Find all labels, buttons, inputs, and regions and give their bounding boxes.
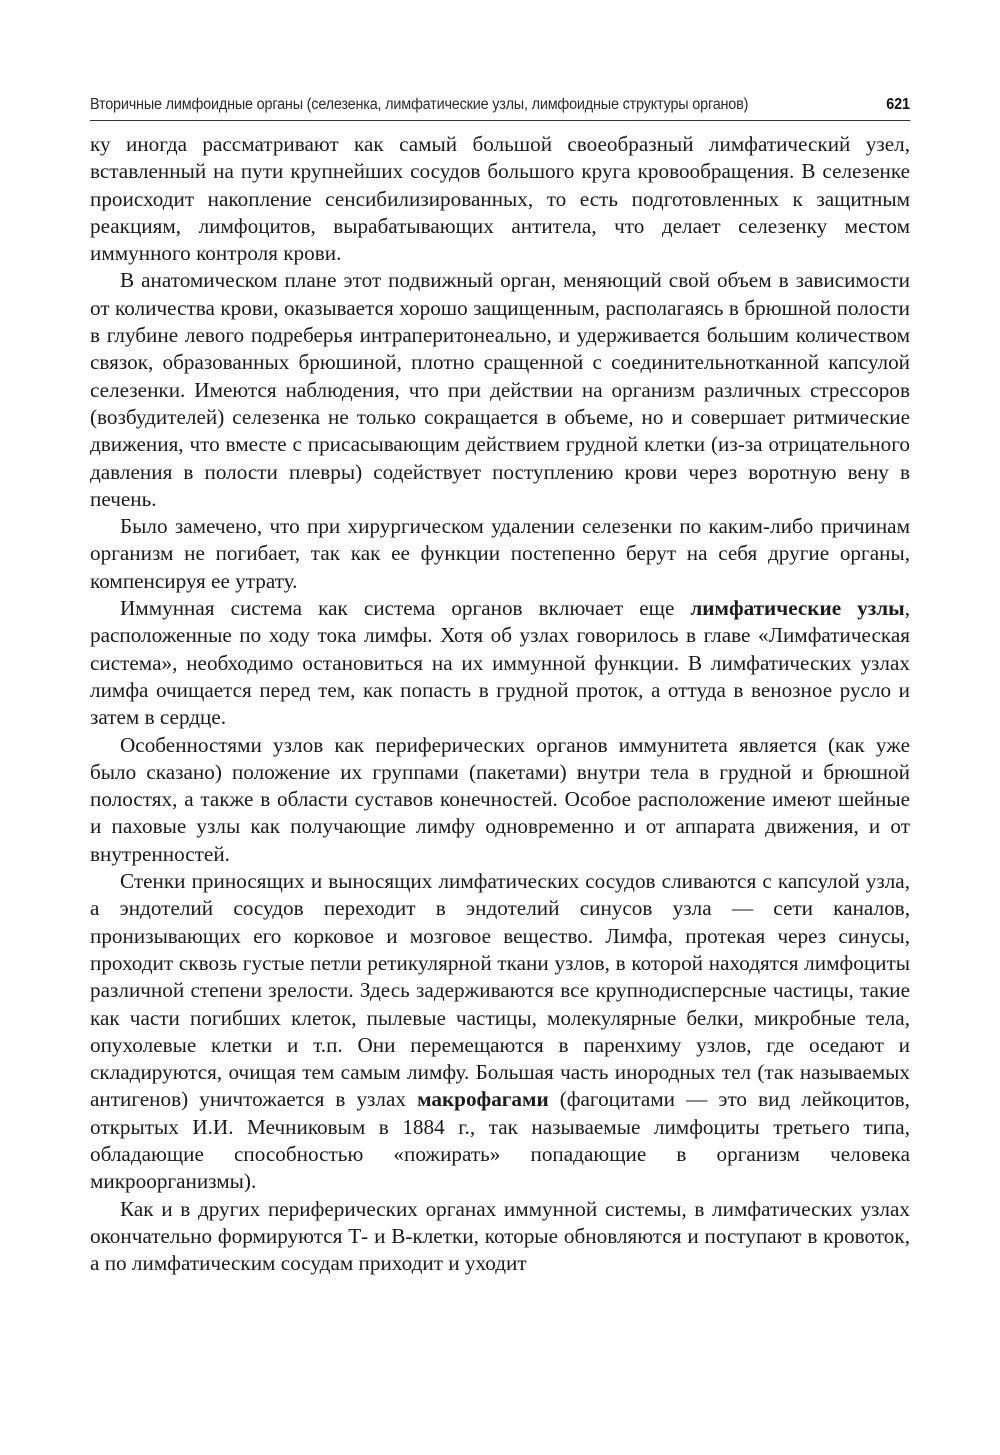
body-text	[90, 131, 910, 1277]
running-header	[90, 96, 910, 121]
paragraph-text: , расположенные по ходу тока лимфы. Хотя об узлах говорилось в главе «Лимфатическая система», необходимо остановиться на их иммунной функции. В лимфатических узлах лимфа очищается перед тем, как попасть в грудной проток, а оттуда в венозное русло и затем в сердце.	[90, 596, 910, 730]
paragraph-3	[90, 513, 910, 595]
paragraph-text: Было замечено, что при хирургическом удалении селезенки по каким-либо причинам организм не погибает, так как ее функции постепенно берут на себя другие органы, компенсируя ее утрату.	[90, 514, 910, 593]
paragraph-text: Стенки приносящих и выносящих лимфатических сосудов сливаются с капсулой узла, а эндотелий сосудов переходит в эндотелий синусов узла — сети каналов, пронизывающих его корковое и мозговое вещество. Лимфа, протекая через синусы, проходит сквозь густые петли ретикулярной ткани узлов, в которой находятся лимфоциты различной степени зрелости. Здесь задерживаются все крупнодисперсные частицы, такие как части погибших клеток, пылевые частицы, молекулярные белки, микробные тела, опухолевые клетки и т.п. Они перемещаются в паренхиму узлов, где оседают и складируются, очищая тем самым лимфу. Большая часть инородных тел (так называемых антигенов) уничтожается в узлах	[90, 869, 910, 1112]
running-title: Вторичные лимфоидные органы (селезенка, лимфатические узлы, лимфоидные структуры органов)	[90, 96, 749, 113]
paragraph-4	[90, 595, 910, 731]
paragraph-text: (фагоцитами — это вид лейкоцитов, открытых И.И. Мечниковым в 1884 г., так называемые лимфоциты третьего типа, обладающие способностью «пожирать» попадающие в организм человека микроорганизмы).	[90, 1087, 910, 1194]
paragraph-7	[90, 1196, 910, 1278]
paragraph-text: Как и в других периферических органах иммунной системы, в лимфатических узлах окончательно формируются Т- и В-клетки, которые обновляются и поступают в кровоток, а по лимфатическим сосудам приходит и уходит	[90, 1196, 910, 1276]
term-lymph-nodes: лимфатические узлы	[690, 596, 905, 621]
paragraph-5	[90, 732, 910, 868]
paragraph-text: Особенностями узлов как периферических органов иммунитета является (как уже было сказано) положение их группами (пакетами) внутри тела в грудной и брюшной полостях, а также в области суставов конечностей. Особое расположение имеют шейные и паховые узлы как получающие лимфу одновременно и от аппарата движения, и от внутренностей.	[90, 732, 910, 866]
paragraph-6	[90, 868, 910, 1196]
paragraph-text: В анатомическом плане этот подвижный орган, меняющий свой объем в зависимости от количества крови, оказывается хорошо защищенным, располагаясь в брюшной полости в глубине левого подреберья интраперитонеально, и удерживается большим количеством связок, образованных брюшиной, плотно сращенной с соединительнотканной капсулой селезенки. Имеются наблюдения, что при действии на организм различных стрессоров (возбудителей) селезенка не только сокращается в объеме, но и совершает ритмические движения, что вместе с присасывающим действием грудной клетки (из-за отрицательного давления в полости плевры) содействует поступлению крови через воротную вену в печень.	[90, 268, 910, 511]
page-number: 621	[886, 96, 910, 113]
paragraph-2	[90, 267, 910, 513]
book-page	[90, 96, 910, 1277]
paragraph-text: ку иногда рассматривают как самый большой своеобразный лимфатический узел, вставленный на пути крупнейших сосудов большого круга кровообращения. В селезенке происходит накопление сенсибилизированных, то есть подготовленных к защитным реакциям, лимфоцитов, вырабатывающих антитела, что делает селезенку местом иммунного контроля крови.	[90, 132, 910, 266]
paragraph-text: Иммунная система как система органов включает еще	[120, 596, 691, 621]
paragraph-1	[90, 131, 910, 267]
term-macrophages: макрофагами	[417, 1087, 549, 1112]
